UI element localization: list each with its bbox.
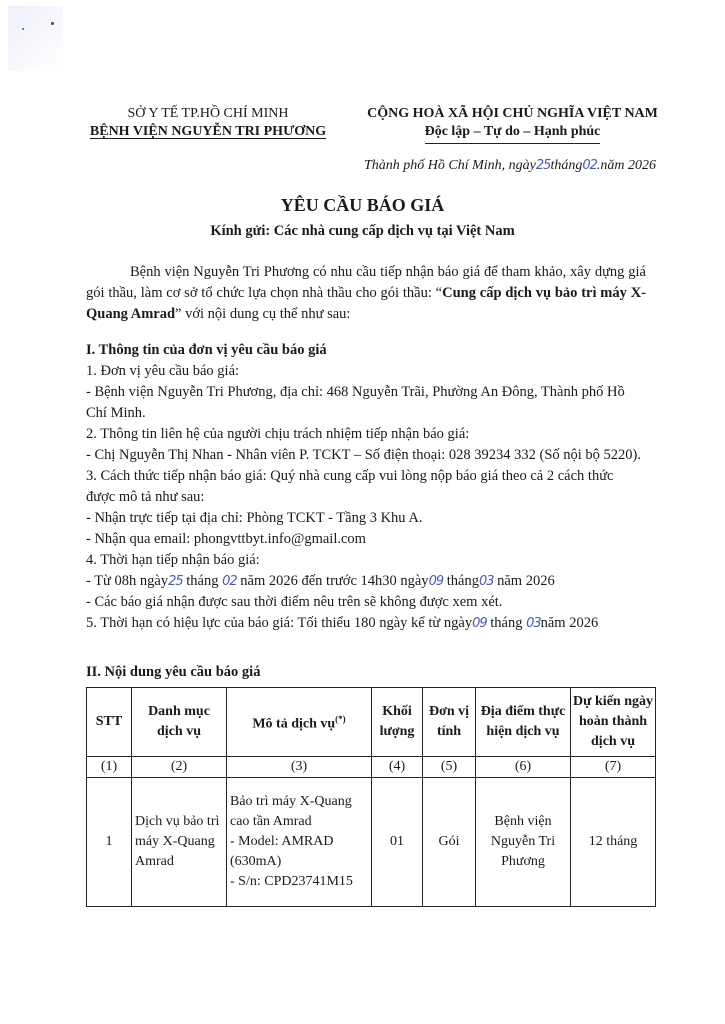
description-model: - Model: AMRAD (630mA) (230, 834, 334, 869)
col-header-stt: STT (87, 688, 132, 757)
col-number: (7) (571, 757, 656, 778)
handwritten-validity-month: 03 (526, 616, 541, 631)
handwritten-to-month: 03 (478, 574, 494, 589)
national-header (330, 105, 695, 144)
col-header-location: Địa điểm thực hiện dịch vụ (476, 688, 571, 757)
section-2-title: II. Nội dung yêu cầu báo giá (86, 664, 261, 680)
quote-request-table (86, 687, 656, 907)
description-line: Bảo trì máy X-Quang cao tần Amrad (230, 794, 352, 829)
cell-location: Bệnh viện Nguyễn Tri Phương (476, 778, 571, 907)
section-1-title: I. Thông tin của đơn vị yêu cầu báo giá (86, 342, 327, 358)
validity-prefix: 5. Thời hạn có hiệu lực của báo giá: Tối thiểu 180 ngày kể từ ngày (86, 615, 473, 631)
handwritten-from-day: 25 (168, 574, 183, 589)
validity-month-label: tháng (486, 615, 527, 631)
handwritten-validity-day: 09 (472, 616, 487, 631)
scan-artifact (8, 6, 63, 71)
hospital-name (88, 123, 328, 141)
item-4-period (86, 571, 646, 592)
cell-stt: 1 (87, 778, 132, 907)
col-number: (6) (476, 757, 571, 778)
department-name: SỞ Y TẾ TP.HỒ CHÍ MINH (127, 106, 289, 121)
validity-year: năm 2026 (540, 615, 599, 631)
item-3-direct: - Nhận trực tiếp tại địa chỉ: Phòng TCKT - Tầng 3 Khu A. (86, 510, 423, 526)
recipient-line: Kính gửi: Các nhà cung cấp dịch vụ tại Việt Nam (210, 223, 515, 239)
item-2-value: - Chị Nguyễn Thị Nhan - Nhân viên P. TCKT – Số điện thoại: 028 39234 332 (Số nội bộ 5220). (86, 447, 642, 463)
motto: Độc lập – Tự do – Hạnh phúc (425, 123, 601, 144)
cell-quantity: 01 (372, 778, 423, 907)
description-serial: - S/n: CPD23741M15 (230, 874, 353, 889)
intro-text-end: ” với nội dung cụ thể như sau: (175, 306, 351, 322)
item-5-validity (86, 613, 646, 634)
republic-name: CỘNG HOÀ XÃ HỘI CHỦ NGHĨA VIỆT NAM (367, 106, 658, 121)
date-prefix: Thành phố Hồ Chí Minh, ngày (364, 158, 536, 173)
scan-dot (22, 28, 24, 30)
item-1-label: 1. Đơn vị yêu cầu báo giá: (86, 363, 240, 379)
col-header-unit: Đơn vị tính (423, 688, 476, 757)
table-row (87, 778, 656, 907)
hospital-name-text: BỆNH VIỆN NGUYỄN TRI PHƯƠNG (89, 124, 327, 139)
from-prefix: - Từ 08h ngày (86, 573, 169, 589)
handwritten-day: 25 (535, 158, 551, 173)
description-superscript: (*) (335, 714, 346, 725)
col-number: (2) (132, 757, 227, 778)
col-header-description (227, 688, 372, 757)
period-mid: năm 2026 đến trước 14h30 ngày (236, 573, 429, 589)
col-number: (5) (423, 757, 476, 778)
item-2-label: 2. Thông tin liên hệ của người chịu trách nhiệm tiếp nhận báo giá: (86, 426, 470, 442)
scan-dot (51, 22, 54, 25)
to-month-label: tháng (443, 573, 479, 589)
col-header-service: Danh mục dịch vụ (132, 688, 227, 757)
to-year: năm 2026 (493, 573, 555, 589)
handwritten-month: 02 (582, 158, 597, 173)
intro-paragraph (86, 262, 646, 325)
col-header-quantity: Khối lượng (372, 688, 423, 757)
item-3-label: 3. Cách thức tiếp nhận báo giá: Quý nhà cung cấp vui lòng nộp báo giá theo cả 2 cách thức được mô tả như sau: (86, 468, 614, 505)
column-number-row (87, 757, 656, 778)
cell-unit: Gói (423, 778, 476, 907)
document-date (320, 158, 700, 174)
date-year: .năm 2026 (596, 158, 656, 173)
package-name: Cung cấp dịch vụ bảo trì máy X-Quang Amrad (86, 285, 646, 322)
handwritten-from-month: 02 (222, 574, 237, 589)
section-1 (86, 340, 646, 634)
item-3-email[interactable]: - Nhận qua email: phongvttbyt.info@gmail.com (86, 531, 366, 547)
intro-text: Bệnh viện Nguyễn Tri Phương có nhu cầu tiếp nhận báo giá để tham khảo, xây dựng giá gói thầu, làm cơ sở tổ chức lựa chọn nhà thầu cho gói thầu: “ (86, 264, 646, 301)
col-number: (3) (227, 757, 372, 778)
cell-completion: 12 tháng (571, 778, 656, 907)
description-header-text: Mô tả dịch vụ (252, 716, 336, 732)
item-4-note: - Các báo giá nhận được sau thời điểm nêu trên sẽ không được xem xét. (86, 594, 503, 610)
item-1-value: - Bệnh viện Nguyễn Tri Phương, địa chỉ: 468 Nguyễn Trãi, Phường An Đông, Thành phố Hồ Chí Minh. (86, 384, 625, 421)
table-header-row (87, 688, 656, 757)
item-4-label: 4. Thời hạn tiếp nhận báo giá: (86, 552, 260, 568)
col-header-completion: Dự kiến ngày hoàn thành dịch vụ (571, 688, 656, 757)
cell-service: Dịch vụ bảo trì máy X-Quang Amrad (132, 778, 227, 907)
handwritten-to-day: 09 (428, 574, 444, 589)
from-month-label: tháng (182, 573, 223, 589)
document-title: YÊU CẦU BÁO GIÁ (280, 195, 445, 215)
issuer-block (88, 105, 328, 141)
col-number: (4) (372, 757, 423, 778)
date-month-label: tháng (550, 158, 583, 173)
col-number: (1) (87, 757, 132, 778)
cell-description (227, 778, 372, 907)
